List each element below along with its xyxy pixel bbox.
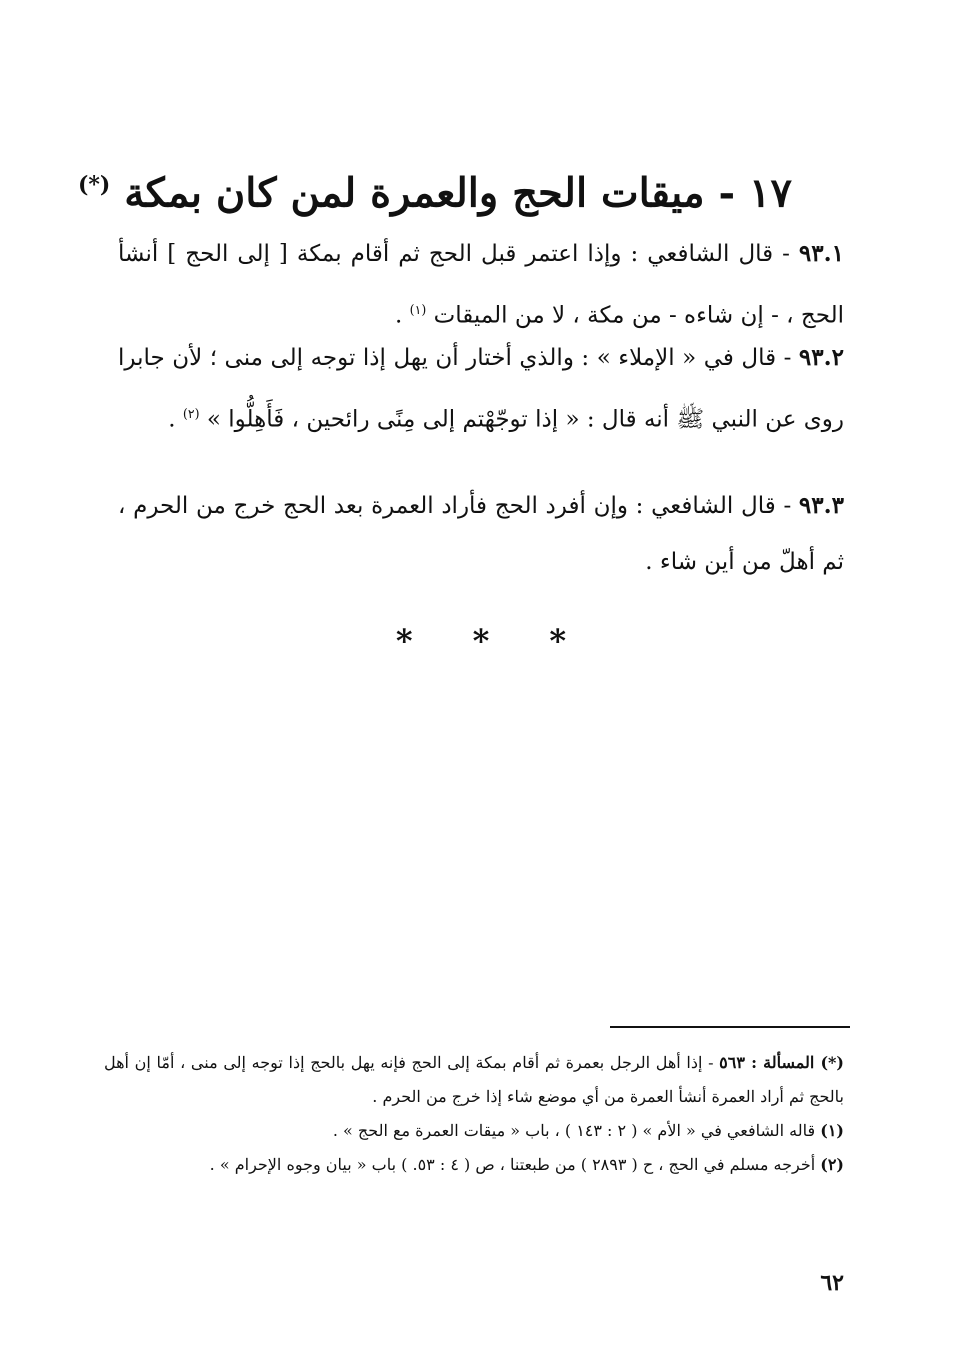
footnote-ref-2: (٢) xyxy=(182,406,200,421)
paragraph-93-3 xyxy=(118,478,844,590)
paragraph-end: . xyxy=(168,406,183,433)
footnote-ref-1: (١) xyxy=(409,302,427,317)
paragraph-93-2 xyxy=(118,330,844,448)
footnote-label: (١) xyxy=(820,1121,844,1140)
chapter-title xyxy=(77,150,792,228)
chapter-title-text: ١٧ - ميقات الحج والعمرة لمن كان بمكة xyxy=(124,169,792,217)
page-number: ٦٢ xyxy=(820,1270,844,1296)
paragraph-text: - قال في « الإملاء » : والذي أختار أن يهل إذا توجه إلى منى ؛ لأن جابرا روى عن النبي ﷺ أنه قال : « إذا توجّهْتم إلى مِنًى رائحين ، فَأَهِلُّوا » xyxy=(118,345,844,433)
paragraph-text: - قال الشافعي : وإن أفرد الحج فأراد العمرة بعد الحج خرج من الحرم ، ثم أهلّ من أين شاء . xyxy=(118,493,844,575)
footnote-1 xyxy=(104,1114,844,1148)
section-separator xyxy=(0,622,962,660)
footnote-label: (٢) xyxy=(820,1155,844,1174)
paragraph-number: ٩٣.١ xyxy=(798,240,844,267)
footnotes xyxy=(104,1046,844,1182)
footnote-issue xyxy=(104,1046,844,1114)
separator-asterisk: * xyxy=(549,622,567,660)
footnote-text: - إذا أهل الرجل بعمرة ثم أقام بمكة إلى الحج فإنه يهل بالحج إذا توجه إلى منى ، أمّا إن أهل بالحج ثم أراد العمرة أنشأ العمرة من أي موضع شاء إذا خرج من الحرم . xyxy=(104,1053,844,1106)
paragraph-number: ٩٣.٢ xyxy=(798,344,844,371)
footnote-label: (*) المسألة : ٥٦٣ xyxy=(719,1053,844,1072)
paragraph-end: . xyxy=(395,302,410,329)
paragraph-number: ٩٣.٣ xyxy=(798,492,844,519)
paragraph-93-1 xyxy=(118,226,844,344)
footnote-divider xyxy=(610,1026,850,1028)
paragraph-text: - قال الشافعي : وإذا اعتمر قبل الحج ثم أقام بمكة [ إلى الحج ] أنشأ الحج ، - إن شاءه - من مكة ، لا من الميقات xyxy=(118,241,844,329)
footnote-2 xyxy=(104,1148,844,1182)
chapter-footnote-marker: (*) xyxy=(77,172,111,198)
footnote-text: قاله الشافعي في « الأم » ( ٢ : ١٤٣ ) ، باب « ميقات العمرة مع الحج » . xyxy=(332,1121,821,1140)
separator-asterisk: * xyxy=(472,622,490,660)
footnote-text: أخرجه مسلم في الحج ، ح ( ٢٨٩٣ ) من طبعتنا ، ص ( ٤ : ٥٣. ) باب « بيان وجوه الإحرام » . xyxy=(209,1155,821,1174)
separator-asterisk: * xyxy=(395,622,413,660)
